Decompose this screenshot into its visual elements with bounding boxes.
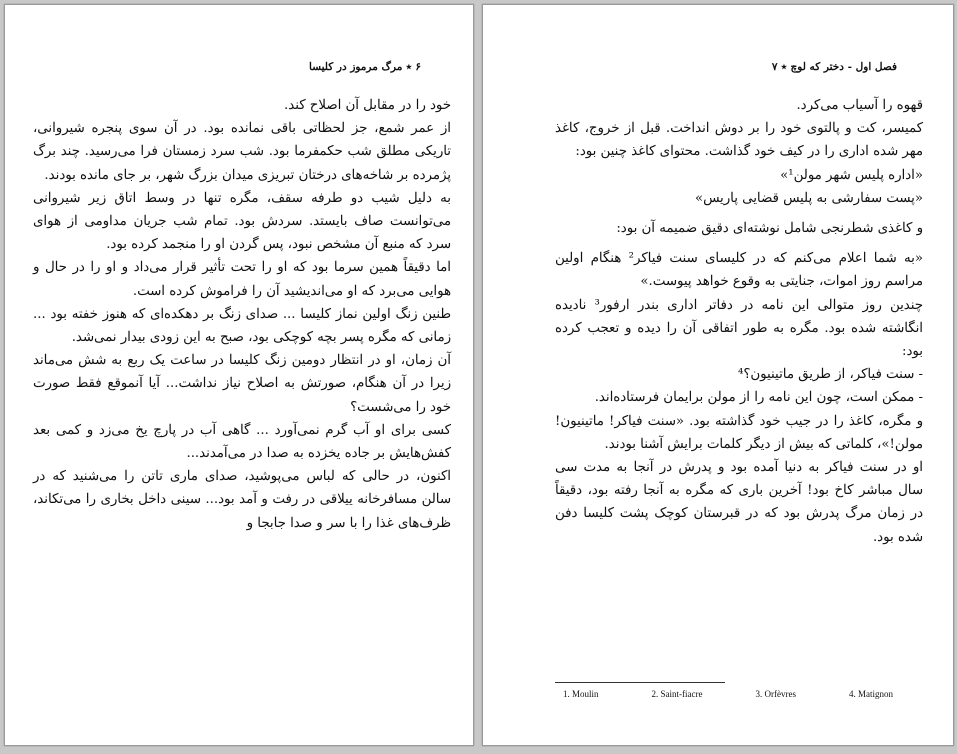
footnote: 1. Moulin — [563, 689, 599, 699]
right-page-header: فصل اول - دختر که لوچ ٭ ۷ — [771, 61, 897, 73]
footnote: 3. Orfèvres — [755, 689, 796, 699]
paragraph: به دلیل شیب دو طرفه سقف، مگره تنها در وسط اتاق زیر شیروانی می‌توانست صاف بایستد. سردش بود. تمام شب جریان مداومی از هوای سرد که منبع آن مشخص نبود، پس گردن او را منجمد کرده بود. — [33, 190, 451, 253]
dialogue-line: - سنت فیاکر، از طریق ماتینیون؟⁴ — [738, 367, 923, 383]
left-page — [4, 4, 474, 746]
paragraph: آن زمان، او در انتظار دومین زنگ کلیسا در ساعت یک ربع به شش می‌ماند زیرا در آن هنگام، صورتش به اصلاح نیاز نداشت... آیا آنموقع فقط صورت خود را می‌شست؟ — [33, 353, 451, 415]
paragraph: چندین روز متوالی این نامه در دفاتر اداری بندر ارفور³ نادیده انگاشته شده بود. مگره به طور اتفاقی آن را دیده و تعجب کرده بود: — [555, 297, 923, 360]
paragraph: کمیسر، کت و پالتوی خود را بر دوش انداخت. قبل از خروج، کاغذ مهر شده اداری را در کیف خود گذاشت. محتوای کاغذ چنین بود: — [555, 121, 923, 160]
quote-line: «پست سفارشی به پلیس قضایی پاریس» — [694, 190, 923, 206]
paragraph: اما دقیقاً همین سرما بود که او را تحت تأثیر قرار می‌داد و او را در حال و هوایی می‌برد که او می‌اندیشید آن را فراموش کرده است. — [33, 260, 451, 299]
paragraph: طنین زنگ اولین نماز کلیسا ... صدای زنگ بر دهکده‌ای که هنوز خفته بود ... زمانی که مگره پسر بچه کوچکی بود، صبح به این زودی بیدار نمی‌شد. — [33, 306, 451, 346]
quote-line: «اداره پلیس شهر مولن¹» — [780, 167, 923, 183]
paragraph: کسی برای او آب گرم نمی‌آورد ... گاهی آب در پارچ یخ می‌زد و کمی بعد کفش‌هایش بر جاده یخزده به صدا در می‌آمدند... — [33, 422, 451, 462]
right-page-body — [555, 94, 923, 549]
footnote: 2. Saint-fiacre — [651, 689, 703, 699]
right-page — [482, 4, 954, 746]
footnote: 4. Matignon — [848, 689, 893, 699]
paragraph: و کاغذی شطرنجی شامل نوشته‌ای دقیق ضمیمه آن بود: — [616, 221, 923, 237]
paragraph: او در سنت فیاکر به دنیا آمده بود و پدرش در آنجا به مدت سی سال مباشر کاخ بود! آخرین باری که مگره به آنجا رفته بود، دقیقاً در زمان مرگ پدرش بود که در قبرستان کوچک پشت کلیسا دفن شده بود. — [555, 460, 923, 545]
paragraph: خود را در مقابل آن اصلاح کند. — [283, 98, 451, 113]
dialogue-line: - ممکن است، چون این نامه را از مولن برایمان فرستاده‌اند. — [594, 390, 923, 406]
paragraph: از عمر شمع، جز لحظاتی باقی نمانده بود. در آن سوی پنجره شیروانی، تاریکی مطلق شب حکمفرما بود. شب سرد زمستان فرا می‌رسید. چند برگ پژمرده بر شاخه‌های درختان تبریزی میدان بزرگ شهر، بر جای مانده بودند. — [33, 121, 451, 183]
footnotes — [563, 689, 893, 699]
left-page-header: ۶ ٭ مرگ مرموز در کلیسا — [309, 61, 421, 73]
quote-paragraph: «به شما اعلام می‌کنم که در کلیسای سنت فیاکر² هنگام اولین مراسم روز اموات، جنایتی به وقوع خواهد پیوست.» — [555, 251, 923, 290]
paragraph: و مگره، کاغذ را در جیب خود گذاشته بود. «سنت فیاکر! ماتینیون! مولن!»، کلماتی که بیش از دیگر کلمات برایش آشنا بودند. — [555, 413, 923, 452]
paragraph: قهوه را آسیاب می‌کرد. — [796, 98, 923, 113]
left-page-body — [33, 94, 451, 535]
footnote-divider — [555, 682, 725, 683]
paragraph: اکنون، در حالی که لباس می‌پوشید، صدای ماری تاتن را می‌شنید که در سالن مسافرخانه ییلاقی در رفت و آمد بود... سینی داخل بخاری را می‌تکاند، ظرف‌های غذا را با سر و صدا جابجا و — [33, 469, 451, 531]
